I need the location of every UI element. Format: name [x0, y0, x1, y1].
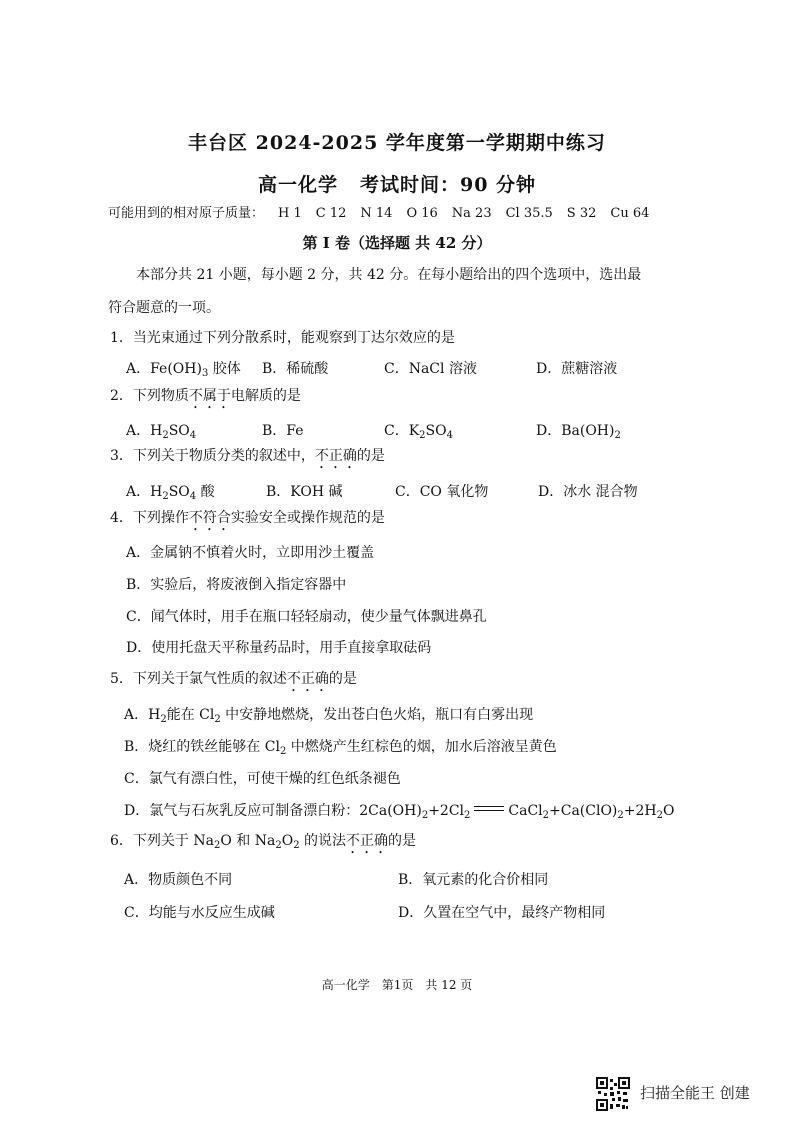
question-2-option-a: [126, 420, 196, 441]
stem-text: 5．下列关于氯气性质的叙述: [110, 671, 287, 687]
exam-title: 丰台区 2024-2025 学年度第一学期期中练习: [188, 132, 606, 154]
subscript: 2: [464, 810, 471, 821]
equation-text: +Ca(ClO): [549, 803, 618, 819]
emphasis-text: 不属于: [188, 388, 231, 404]
option-text: A．H: [126, 423, 163, 439]
emphasis-text: 不正确: [346, 833, 389, 849]
mass-item: Cl 35.5: [505, 206, 553, 221]
subscript: 2: [275, 840, 282, 851]
stem-text: 电解质的是: [230, 388, 301, 404]
subscript: 3: [201, 368, 209, 379]
mass-item: O 16: [406, 206, 438, 221]
exam-time: 考试时间：90 分钟: [359, 174, 537, 196]
equation-text: O: [663, 803, 675, 819]
question-3-option-b: B．KOH 碱: [266, 484, 343, 500]
atomic-masses-label: 可能用到的相对原子质量：: [108, 206, 265, 221]
subscript: 2: [421, 810, 429, 821]
subscript: 2: [614, 430, 621, 441]
stem-text: 的是: [356, 448, 385, 464]
option-text: A．H: [126, 484, 163, 500]
stem-text: 的是: [388, 833, 417, 849]
equation-text: +2H: [623, 803, 657, 819]
scanner-watermark: 扫描全能王 创建: [640, 1084, 750, 1102]
stem-text: 的是: [328, 671, 357, 687]
mass-item: Cu 64: [610, 206, 650, 221]
option-text: C．K: [384, 423, 420, 439]
subscript: 2: [214, 714, 221, 725]
question-6-option-b: B．氧元素的化合价相同: [398, 872, 549, 888]
mass-item: S 32: [566, 206, 597, 221]
subscript: 2: [419, 430, 426, 441]
question-6-option-d: D．久置在空气中，最终产物相同: [398, 905, 606, 921]
footer-total-pages: 共 12 页: [425, 978, 473, 992]
subscript: 4: [189, 491, 197, 502]
subject-label: 高一化学: [257, 174, 338, 196]
option-text: 中安静地燃烧，发出苍白色火焰，瓶口有白雾出现: [220, 707, 534, 723]
stem-text: 4．下列操作: [110, 510, 189, 526]
exam-subtitle: [0, 170, 794, 197]
question-5-option-b: [124, 736, 557, 757]
subscript: 2: [293, 840, 300, 851]
stem-text: 的说法: [299, 833, 347, 849]
subscript: 2: [279, 746, 287, 757]
qr-code-icon: [596, 1077, 630, 1111]
subscript: 2: [160, 714, 167, 725]
page-footer: [0, 976, 794, 993]
option-text: SO: [425, 423, 447, 439]
option-text: D．Ba(OH): [536, 423, 615, 439]
question-5-option-a: [124, 704, 533, 725]
equation-text: CaCl: [508, 803, 543, 819]
equation-text: +2Cl: [428, 803, 465, 819]
footer-subject: 高一化学: [321, 978, 370, 992]
option-text: A．H: [124, 707, 161, 723]
section-intro-line1: 本部分共 21 小题，每小题 2 分，共 42 分。在每小题给出的四个选项中，选出最: [136, 267, 642, 283]
section-intro-line2: 符合题意的一项。: [108, 300, 220, 316]
question-5-option-c: C．氯气有漂白性，可使干燥的红色纸条褪色: [124, 771, 401, 787]
question-4-option-b: B．实验后，将废液倒入指定容器中: [126, 577, 347, 593]
option-text: SO: [168, 484, 190, 500]
subscript: 2: [162, 491, 169, 502]
question-2-stem: [110, 385, 301, 412]
question-2-option-c: [384, 420, 453, 441]
stem-text: 2．下列物质: [110, 388, 189, 404]
question-4-option-d: D．使用托盘天平称量药品时，用手直接拿取砝码: [126, 640, 432, 656]
question-6-option-a: A．物质颜色不同: [124, 872, 233, 888]
question-4-stem: [110, 507, 385, 534]
option-text: 酸: [196, 484, 215, 500]
equals-sign: [474, 810, 504, 811]
question-4-option-c: C．闻气体时，用手在瓶口轻轻扇动，使少量气体飘进鼻孔: [126, 609, 487, 625]
question-5-option-d: [124, 800, 675, 821]
subscript: 2: [213, 840, 221, 851]
stem-text: 实验安全或操作规范的是: [230, 510, 385, 526]
mass-item: C 12: [315, 206, 347, 221]
emphasis-text: 不正确: [286, 671, 329, 687]
mass-item: Na 23: [451, 206, 492, 221]
question-3-option-d: D．冰水 混合物: [538, 484, 638, 500]
option-text: 中燃烧产生红棕色的烟，加水后溶液呈黄色: [286, 739, 557, 755]
option-text: B．烧红的铁丝能够在 Cl: [124, 739, 280, 755]
option-text: A．Fe(OH): [126, 361, 202, 377]
question-1-option-c: C．NaCl 溶液: [384, 361, 477, 377]
subscript: 4: [189, 430, 197, 441]
option-text: 胶体: [208, 361, 241, 377]
footer-page-number: 第1页: [381, 978, 414, 992]
stem-text: O: [281, 833, 294, 849]
stem-text: 6．下列关于 Na: [110, 833, 214, 849]
question-2-option-b: B．Fe: [262, 423, 304, 439]
equation-text: 2Ca(OH): [359, 803, 422, 819]
question-1-option-a: [126, 358, 241, 379]
question-1-stem: 1．当光束通过下列分散系时，能观察到丁达尔效应的是: [110, 330, 455, 346]
subscript: 2: [542, 810, 550, 821]
stem-text: 3．下列关于物质分类的叙述中，: [110, 448, 315, 464]
question-5-stem: [110, 668, 357, 695]
question-1-option-d: D．蔗糖溶液: [536, 361, 618, 377]
subscript: 2: [162, 430, 169, 441]
question-6-stem: [110, 830, 416, 857]
mass-item: H 1: [278, 206, 302, 221]
question-1-option-b: B．稀硫酸: [262, 361, 329, 377]
subscript: 4: [446, 430, 453, 441]
emphasis-text: 不符合: [188, 510, 231, 526]
option-text: 能在 Cl: [166, 707, 215, 723]
question-3-option-a: [126, 481, 215, 502]
option-text: D．氯气与石灰乳反应可制备漂白粉：: [124, 803, 360, 819]
stem-text: O 和 Na: [220, 833, 276, 849]
subscript: 2: [617, 810, 624, 821]
section-title: 第 I 卷（选择题 共 42 分）: [302, 234, 492, 252]
question-2-option-d: [536, 420, 621, 441]
subscript: 2: [656, 810, 664, 821]
atomic-masses: [108, 202, 649, 221]
question-3-option-c: C．CO 氧化物: [395, 484, 489, 500]
emphasis-text: 不正确: [314, 448, 357, 464]
question-6-option-c: C．均能与水反应生成碱: [124, 905, 275, 921]
question-3-stem: [110, 445, 385, 472]
question-4-option-a: A．金属钠不慎着火时，立即用沙土覆盖: [126, 545, 375, 561]
mass-item: N 14: [360, 206, 393, 221]
option-text: SO: [168, 423, 190, 439]
